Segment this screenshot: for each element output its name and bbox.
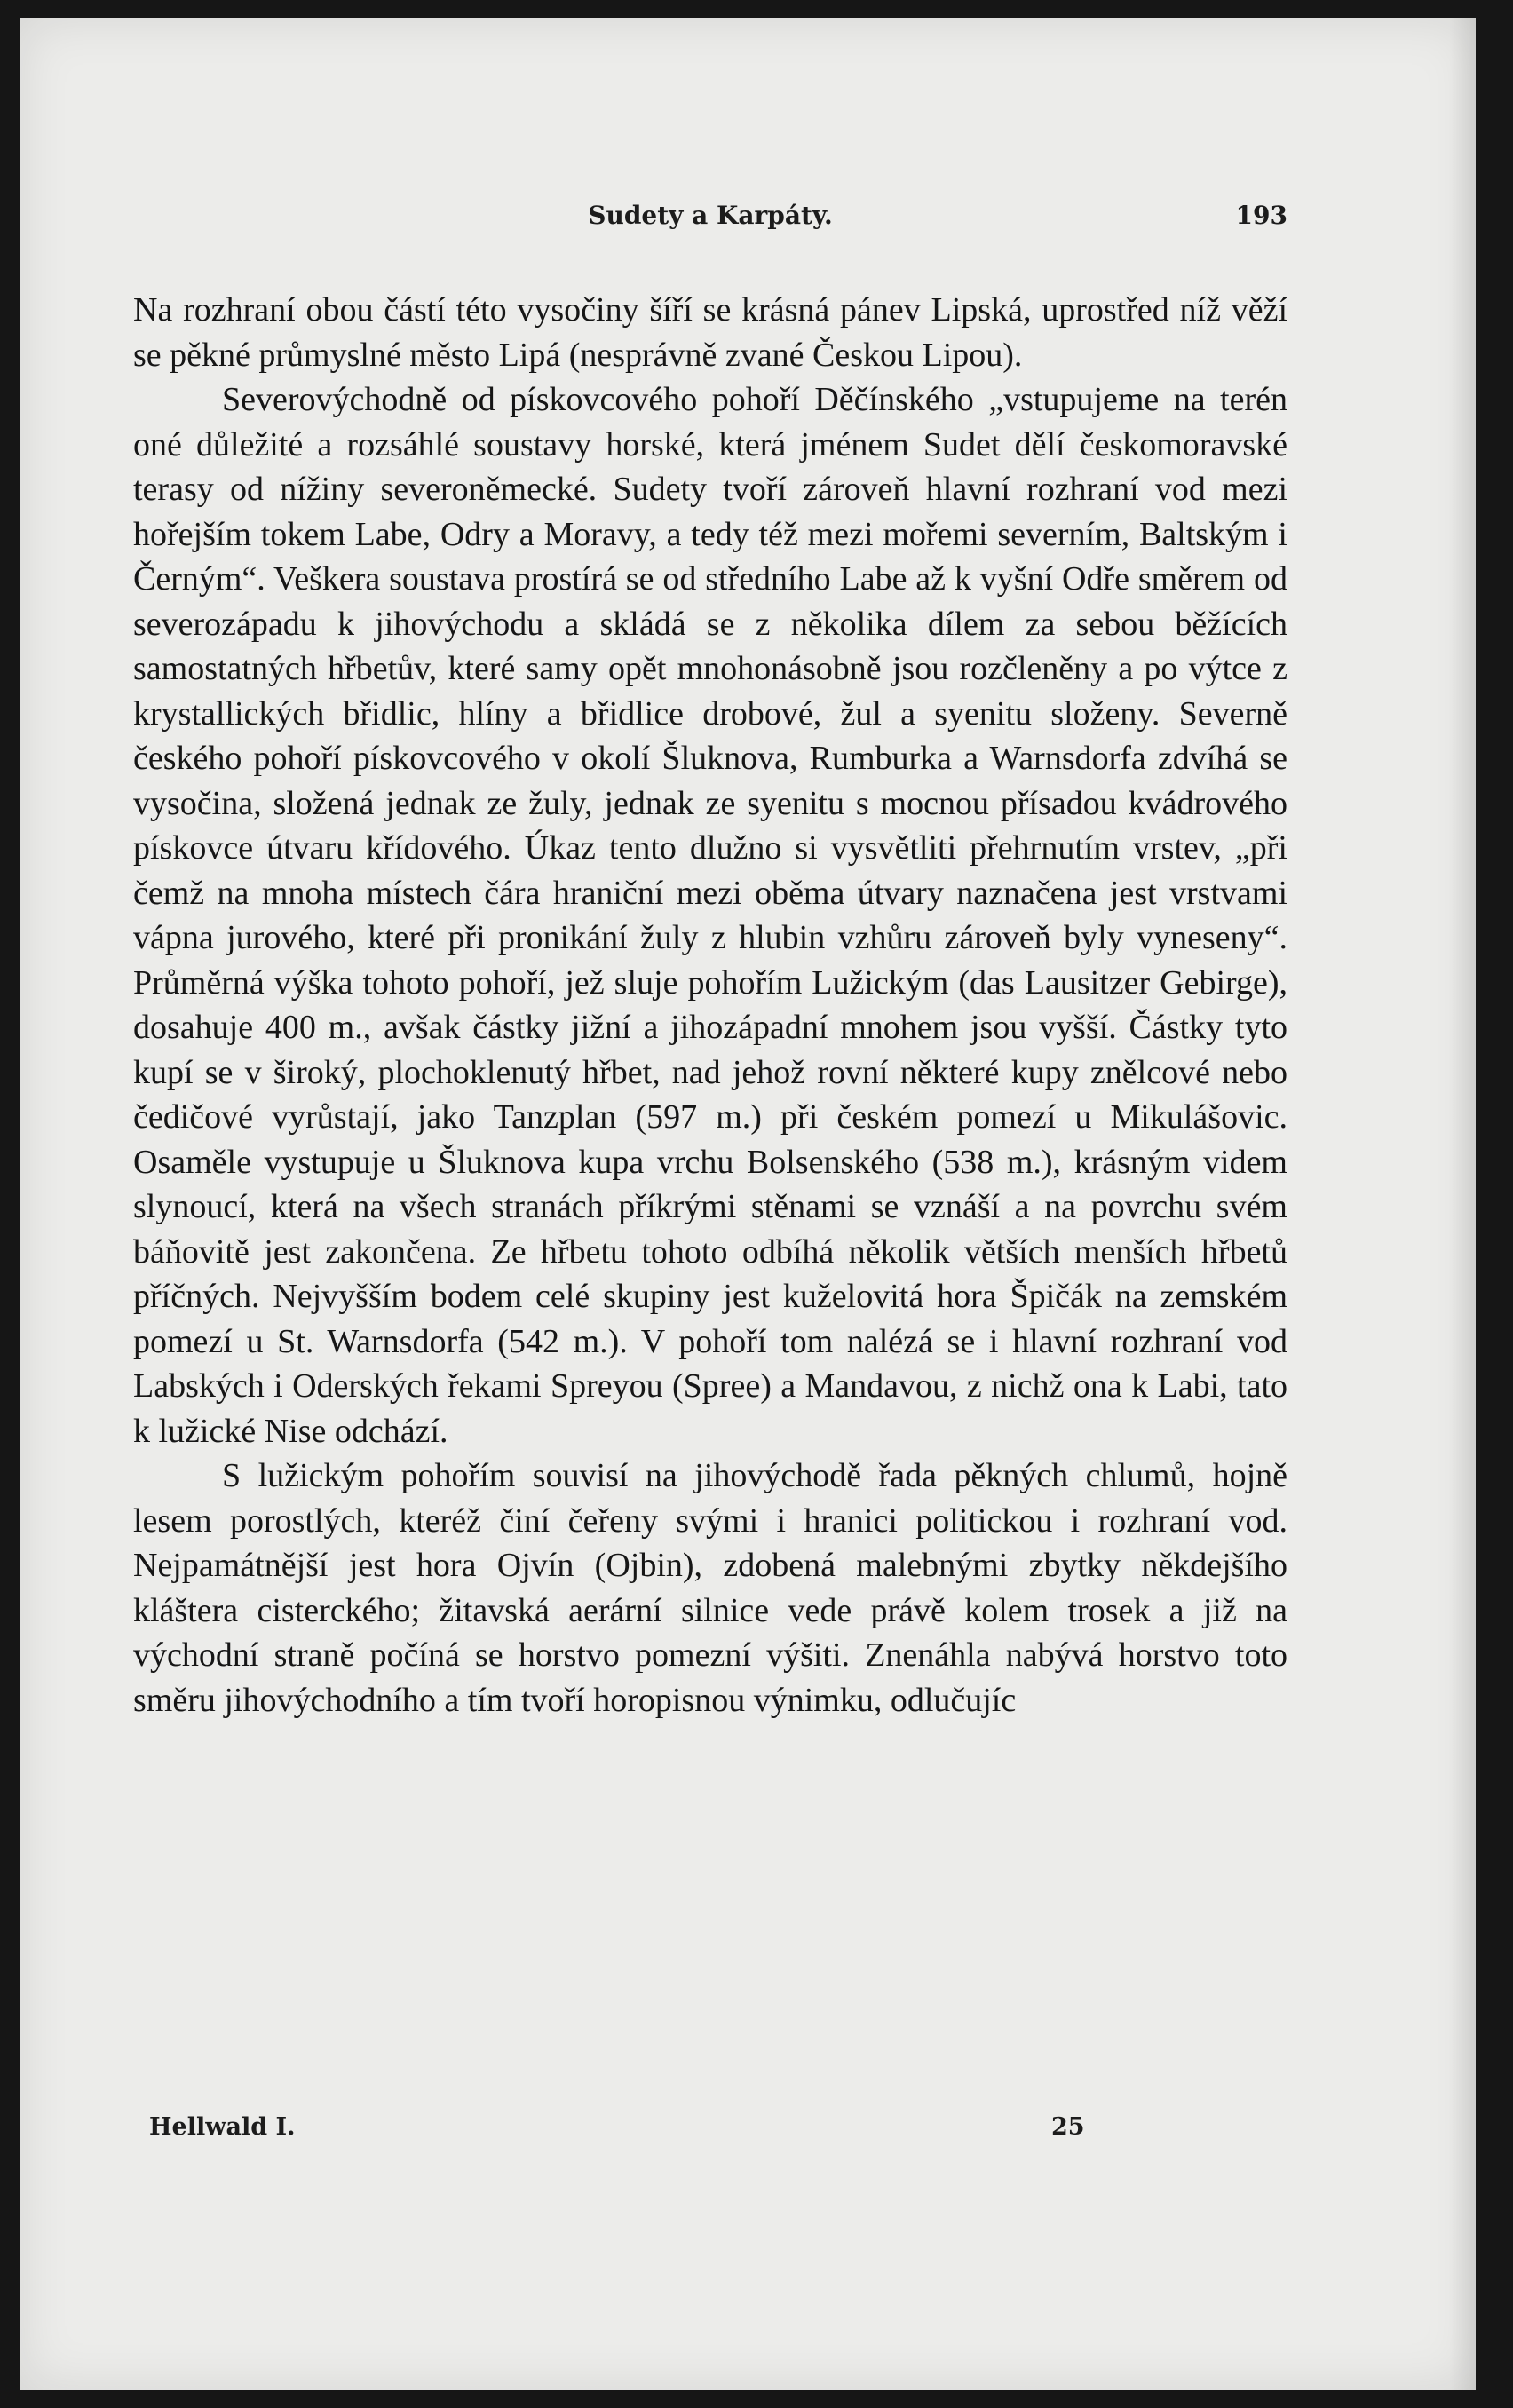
running-title: Sudety a Karpáty. bbox=[588, 201, 833, 230]
running-header bbox=[133, 201, 1287, 236]
paragraph-1: Na rozhraní obou částí této vysočiny šíří se krásná pánev Lipská, uprostřed níž věží se pěkné průmyslné město Lipá (nesprávně zvané Českou Lipou). bbox=[133, 291, 1287, 374]
page-edge-shadow bbox=[1449, 18, 1476, 2390]
printer-signature: Hellwald I. bbox=[149, 2113, 296, 2141]
page-number: 193 bbox=[1235, 201, 1287, 230]
paragraph-3: S lužickým pohořím souvisí na jihovýchodě řada pěkných chlumů, hojně lesem porostlých, kteréž činí čeřeny svými i hranici politickou i rozhraní vod. Nejpamátnější jest hora Ojvín (Ojbin), zdobená malebnými zbytky někdejšího kláštera cisterckého; žitavská aerární silnice vede právě kolem trosek a již na východní straně počíná se horstvo pomezní výšiti. Znenáhla nabývá horstvo toto směru jihovýchodního a tím tvoří horopisnou výnimku, odlučujíc bbox=[133, 1457, 1287, 1719]
sheet-number: 25 bbox=[1051, 2113, 1085, 2141]
body-text bbox=[133, 288, 1287, 1723]
scanned-book-page bbox=[20, 18, 1476, 2390]
paragraph-2: Severovýchodně od pískovcového pohoří Děčínského „vstupujeme na terén oné důležité a rozsáhlé soustavy horské, která jménem Sudet dělí českomoravské terasy od nížiny severoněmecké. Sudety tvoří zároveň hlavní rozhraní vod mezi hořejším tokem Labe, Odry a Moravy, a tedy též mezi mořemi severním, Baltským i Černým“. Veškera soustava prostírá se od středního Labe až k vyšní Odře směrem od severozápadu k jihovýchodu a skládá se z několika dílem za sebou běžících samostatných hřbetův, které samy opět mnohonásobně jsou rozčleněny a po výtce z krystallických břidlic, hlíny a břidlice drobové, žul a syenitu složeny. Severně českého pohoří pískovcového v okolí Šluknova, Rumburka a Warnsdorfa zdvíhá se vysočina, složená jednak ze žuly, jednak ze syenitu s mocnou přísadou kvádrového pískovce útvaru křídového. Úkaz tento dlužno si vysvětliti přehrnutím vrstev, „při čemž na mnoha místech čára hraniční mezi oběma útvary naznačena jest vrstvami vápna jurového, které při pronikání žuly z hlubin vzhůru zároveň byly vyneseny“. Průměrná výška tohoto pohoří, jež sluje pohořím Lužickým (das Lausitzer Gebirge), dosahuje 400 m., avšak částky jižní a jihozápadní mnohem jsou vyšší. Částky tyto kupí se v široký, plochoklenutý hřbet, nad jehož rovní některé kupy znělcové nebo čedičové vyrůstají, jako Tanzplan (597 m.) při českém pomezí u Mikulášovic. Osaměle vystupuje u Šluknova kupa vrchu Bolsenského (538 m.), krásným videm slynoucí, která na všech stranách příkrými stěnami se vznáší a na povrchu svém báňovitě jest zakončena. Ze hřbetu tohoto odbíhá několik větších menších hřbetů příčných. Nejvyšším bodem celé skupiny jest kuželovitá hora Špičák na zemském pomezí u St. Warnsdorfa (542 m.). V pohoří tom nalézá se i hlavní rozhraní vod Labských i Oderských řekami Spreyou (Spree) a Mandavou, z nichž ona k Labi, tato k lužické Nise odchází. bbox=[133, 381, 1287, 1450]
page-footer bbox=[149, 2113, 1085, 2149]
